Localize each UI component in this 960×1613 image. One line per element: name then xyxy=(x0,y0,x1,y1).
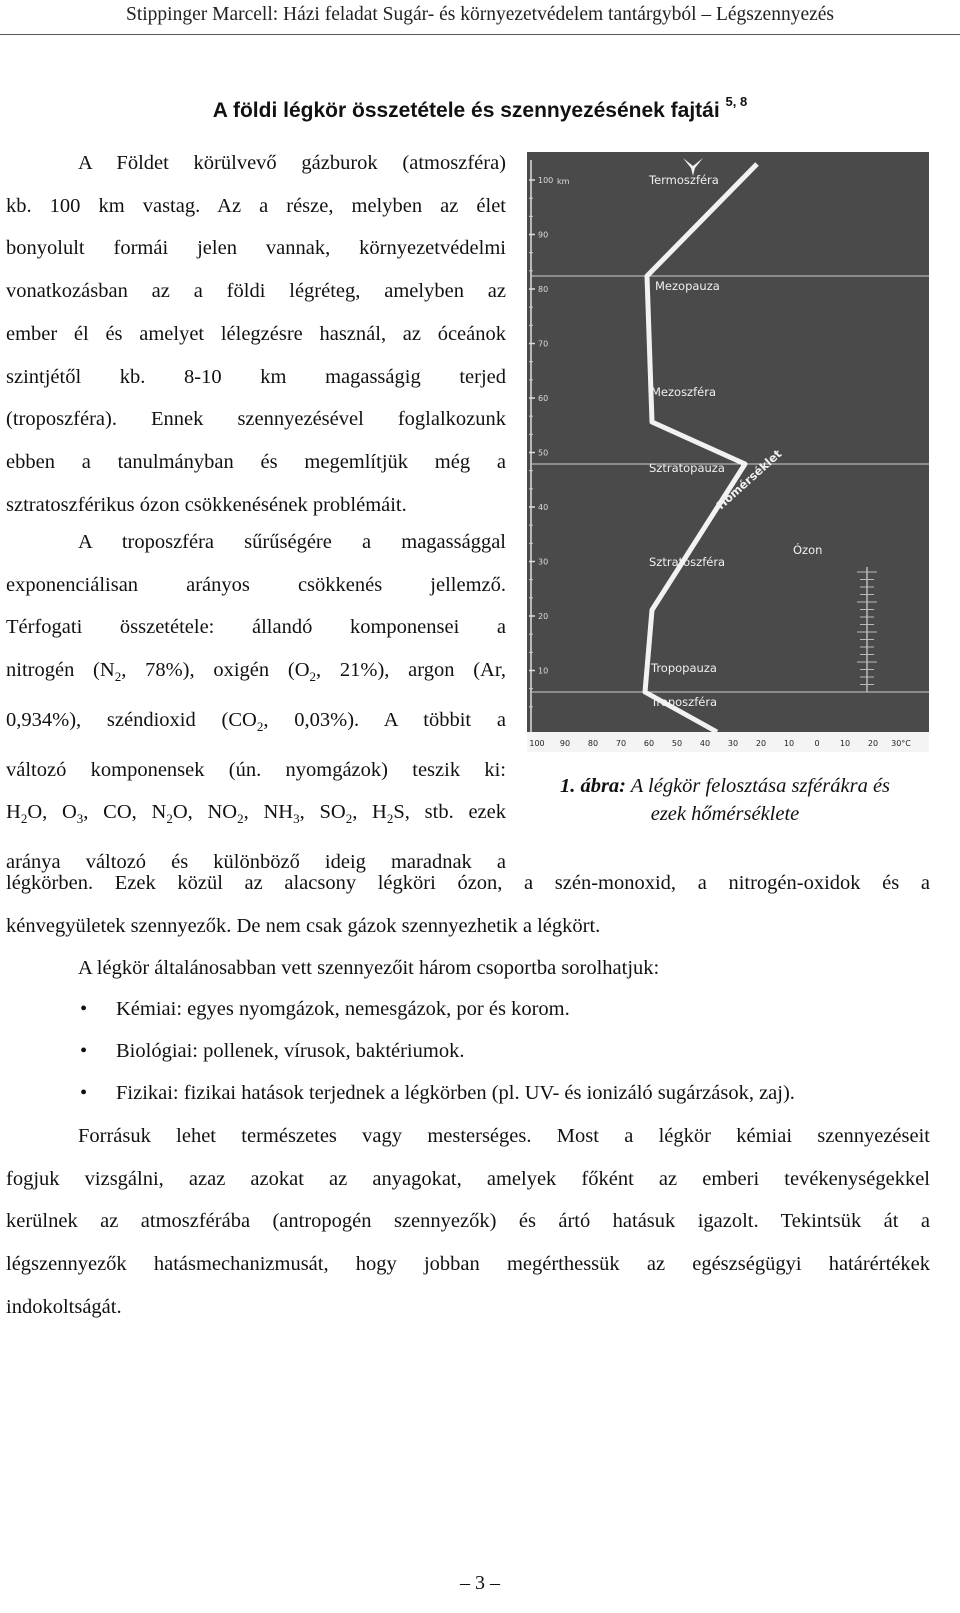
header-divider xyxy=(0,34,960,35)
text-line: légkörben. Ezek közül az alacsony légköri ózon, a szén-monoxid, a nitrogén-oxidok és a xyxy=(6,872,930,894)
text-line: Forrásuk lehet természetes vagy mesterséges. Most a légkör kémiai szennyezéseit xyxy=(78,1125,930,1147)
section-title xyxy=(0,94,960,123)
list-item: • Kémiai: egyes nyomgázok, nemesgázok, por és korom. xyxy=(76,988,795,1030)
altitude-tick-label: 30 xyxy=(538,557,549,567)
label-termoszfera: Termoszféra xyxy=(649,173,719,187)
sources-paragraph xyxy=(6,1115,930,1329)
temperature-tick-label: 10 xyxy=(783,739,795,748)
altitude-tick-label: 40 xyxy=(538,503,549,512)
text-line: légszennyezők hatásmechanizmusát, hogy jobban megérthessük az egészségügyi határértékek xyxy=(6,1253,930,1276)
label-sztratopauza: Sztratopauza xyxy=(649,461,725,475)
bullet-icon: • xyxy=(80,998,88,1020)
text-line: Térfogati összetétele: állandó komponensei a xyxy=(6,616,506,639)
temperature-tick-label: 50 xyxy=(671,739,683,748)
text-line: kénvegyületek szennyezők. De nem csak gázok szennyezhetik a légkört. xyxy=(6,914,601,937)
temperature-tick-label: 20 xyxy=(755,739,767,748)
altitude-tick-label: 50 xyxy=(538,448,549,458)
altitude-tick-label: 60 xyxy=(538,394,549,403)
label-mezopauza: Mezopauza xyxy=(655,279,720,293)
temperature-tick-label: 70 xyxy=(615,739,627,748)
label-mezoszfera: Mezoszféra xyxy=(651,385,716,399)
label-troposzfera: Troposzféra xyxy=(651,695,718,709)
altitude-tick-label: 90 xyxy=(538,230,549,240)
altitude-tick-label: 20 xyxy=(538,612,549,621)
bullet-icon: • xyxy=(80,1040,88,1062)
text-line: exponenciálisan arányos csökkenés jellemző. xyxy=(6,573,506,596)
text-line: (troposzféra). Ennek szennyezésével foglalkozunk xyxy=(6,408,506,431)
composition-paragraph xyxy=(6,521,506,884)
altitude-tick-label: 100 xyxy=(538,176,554,185)
page-header xyxy=(0,4,960,26)
text-line: ember él és amelyet lélegzésre használ, az óceánok xyxy=(6,322,506,345)
label-tropopauza: Tropopauza xyxy=(651,661,717,675)
temperature-tick-label: 30°C xyxy=(891,739,911,748)
caption-number: 1. ábra: xyxy=(559,775,626,797)
text-line: $H_2O$, $O_3$, CO, $N_2O$, $NO_2$, $NH_3$, $SO_2$, $H_2S$, stb. ezek xyxy=(6,801,506,827)
label-homerseklet: Hőmérséklet xyxy=(713,446,785,513)
temperature-tick-label: 40 xyxy=(699,739,711,748)
temperature-tick-label: 80 xyxy=(587,739,599,748)
text-line: ebben a tanulmányban és megemlítjük még a xyxy=(6,450,506,473)
text-line: indokoltságát. xyxy=(6,1295,122,1318)
text-line: változó komponensek (ún. nyomgázok) teszik ki: xyxy=(6,758,506,781)
altitude-tick-label: 70 xyxy=(538,339,549,349)
altitude-tick-label: 10 xyxy=(538,666,549,676)
atmosphere-figure xyxy=(527,152,929,752)
title-references: 5, 8 xyxy=(725,94,748,109)
header-text: Stippinger Marcell: Házi feladat Sugár- és környezetvédelem tantárgyból – Légszennyezés xyxy=(125,4,835,25)
temperature-tick-label: 10 xyxy=(839,739,851,748)
text-line: 0,934%), széndioxid ($CO_2$, 0,03%). A többit a xyxy=(6,708,506,734)
temperature-tick-label: 20 xyxy=(867,739,879,748)
text-line: fogjuk vizsgálni, azaz azokat az anyagokat, amelyek főként az emberi tevékenységekkel xyxy=(6,1167,930,1190)
temperature-tick-label: 60 xyxy=(643,739,655,748)
intro-paragraph xyxy=(6,142,506,526)
temperature-tick-label: 30 xyxy=(727,739,739,748)
label-ozon: Ózon xyxy=(793,543,823,557)
text-line: aránya változó és különböző ideig maradnak a xyxy=(6,851,506,874)
text-line: kerülnek az atmoszférába (antropogén szennyezők) és ártó hatásuk igazolt. Tekintsük át a xyxy=(6,1210,930,1233)
caption-line1: A légkör felosztása szférákra és xyxy=(630,775,891,797)
title-text: A földi légkör összetétele és szennyezésének fajtái xyxy=(212,99,720,122)
temperature-tick-label: 0 xyxy=(814,739,820,748)
altitude-tick-label: 80 xyxy=(538,285,549,294)
text-line: nitrogén ($N_2$, 78%), oxigén ($O_2$, 21%), argon (Ar, xyxy=(6,659,506,685)
text-line: szintjétől kb. 8-10 km magasságig terjed xyxy=(6,365,506,388)
label-sztratoszfera: Sztratoszféra xyxy=(649,555,726,569)
bullet-icon: • xyxy=(80,1082,88,1104)
caption-line2: ezek hőmérséklete xyxy=(650,803,800,825)
temperature-tick-label: 90 xyxy=(559,739,571,748)
text-line: bonyolult formái jelen vannak, környezetvédelmi xyxy=(6,237,506,260)
text-line: A légkör általánosabban vett szennyezőit három csoportba sorolhatjuk: xyxy=(78,957,660,979)
list-item: • Biológiai: pollenek, vírusok, baktériumok. xyxy=(76,1030,795,1072)
text-line: sztratoszférikus ózon csökkenésének problémáit. xyxy=(6,493,407,516)
text-line: A troposzféra sűrűségére a magassággal xyxy=(78,531,506,553)
temperature-tick-label: 100 xyxy=(529,739,545,748)
list-item: • Fizikai: fizikai hatások terjednek a légkörben (pl. UV- és ionizáló sugárzások, zaj). xyxy=(76,1072,795,1114)
text-line: A Földet körülvevő gázburok (atmoszféra) xyxy=(78,152,506,174)
pollutant-list xyxy=(76,988,795,1114)
page-number: – 3 – xyxy=(460,1572,500,1594)
composition-paragraph-continued xyxy=(6,862,930,947)
altitude-unit: km xyxy=(557,177,570,186)
text-line: vonatkozásban az a földi légréteg, amelyben az xyxy=(6,280,506,303)
classification-paragraph xyxy=(6,947,930,990)
figure-caption xyxy=(512,772,938,828)
text-line: kb. 100 km vastag. Az a része, melyben az élet xyxy=(6,194,506,217)
